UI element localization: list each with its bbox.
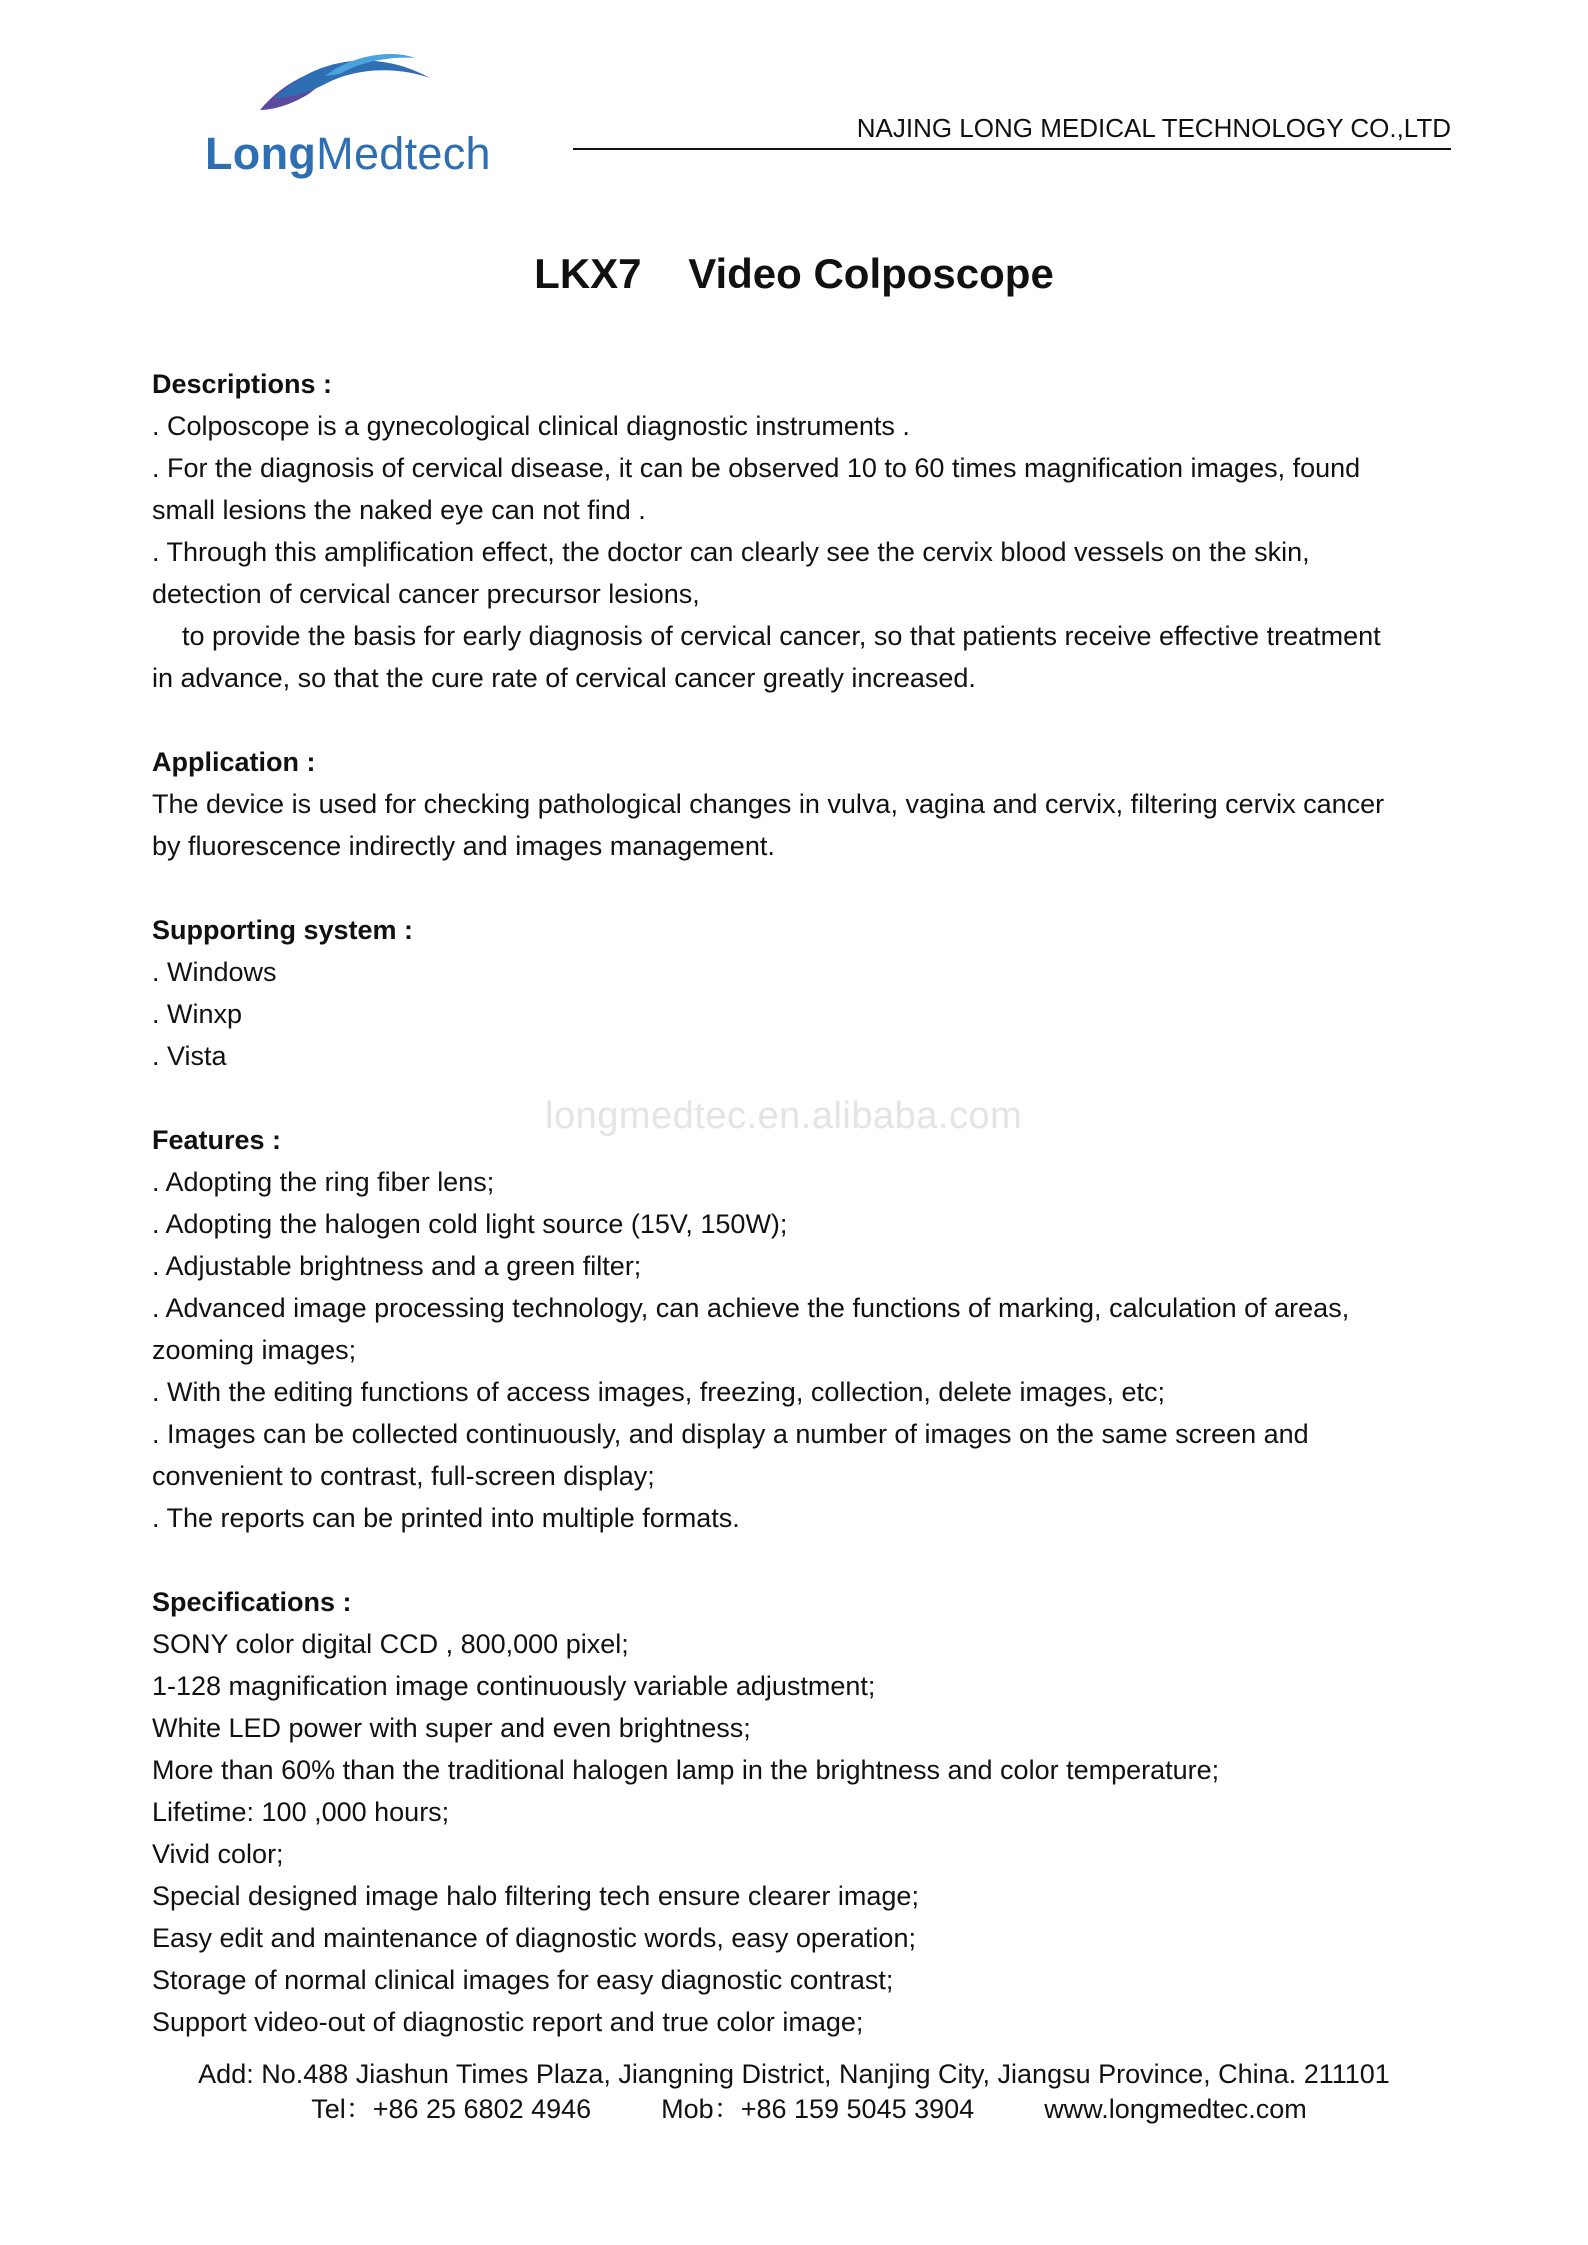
list-item: . Winxp (152, 999, 243, 1029)
document-body (152, 363, 1452, 2085)
text-line: small lesions the naked eye can not find . (152, 495, 646, 525)
list-item: . The reports can be printed into multiple formats. (152, 1503, 740, 1533)
page-title: LKX7 Video Colposcope (534, 250, 1054, 297)
list-item: . Adopting the halogen cold light source (15V, 150W); (152, 1209, 788, 1239)
section-heading: Supporting system : (152, 915, 414, 945)
header-divider (573, 148, 1451, 150)
list-item: 1-128 magnification image continuously variable adjustment; (152, 1671, 876, 1701)
list-item: . With the editing functions of access images, freezing, collection, delete images, etc; (152, 1377, 1166, 1407)
text-line: . For the diagnosis of cervical disease, it can be observed 10 to 60 times magnification images, found (152, 453, 1361, 483)
section-features (152, 1119, 1452, 1539)
list-item: Support video-out of diagnostic report and true color image; (152, 2007, 864, 2037)
section-heading: Features : (152, 1125, 282, 1155)
footer-address: Add: No.488 Jiashun Times Plaza, Jiangning District, Nanjing City, Jiangsu Province, China. 211101 (198, 2059, 1390, 2089)
watermark: longmedtec.en.alibaba.com (545, 1095, 1023, 1137)
footer-mob: Mob：+86 159 5045 3904 (661, 2094, 975, 2124)
text-line: . Colposcope is a gynecological clinical diagnostic instruments . (152, 411, 910, 441)
footer-contacts (0, 2092, 1588, 2127)
list-item: Special designed image halo filtering tech ensure clearer image; (152, 1881, 919, 1911)
logo-wordmark-regular: Medtech (316, 128, 491, 179)
list-item: . Windows (152, 957, 277, 987)
text-line: by fluorescence indirectly and images management. (152, 831, 775, 861)
footer-website: www.longmedtec.com (1044, 2094, 1307, 2124)
list-item: . Adjustable brightness and a green filter; (152, 1251, 642, 1281)
list-item: . Vista (152, 1041, 227, 1071)
footer-tel: Tel：+86 25 6802 4946 (311, 2094, 592, 2124)
list-item: . Advanced image processing technology, can achieve the functions of marking, calculation of areas, (152, 1293, 1350, 1323)
text-line: to provide the basis for early diagnosis of cervical cancer, so that patients receive effective treatment (182, 621, 1381, 651)
list-item: . Images can be collected continuously, and display a number of images on the same screen and (152, 1419, 1309, 1449)
section-heading: Specifications : (152, 1587, 352, 1617)
list-item: Easy edit and maintenance of diagnostic words, easy operation; (152, 1923, 916, 1953)
company-logo (200, 48, 500, 188)
list-item: . Adopting the ring fiber lens; (152, 1167, 495, 1197)
section-descriptions (152, 363, 1452, 699)
list-item: More than 60% than the traditional halogen lamp in the brightness and color temperature; (152, 1755, 1220, 1785)
logo-wordmark (205, 128, 491, 180)
text-line: in advance, so that the cure rate of cervical cancer greatly increased. (152, 663, 976, 693)
bird-wave-icon (255, 48, 435, 118)
list-item: White LED power with super and even brightness; (152, 1713, 751, 1743)
text-line: The device is used for checking pathological changes in vulva, vagina and cervix, filtering cervix cancer (152, 789, 1385, 819)
text-line: detection of cervical cancer precursor lesions, (152, 579, 700, 609)
list-item: SONY color digital CCD , 800,000 pixel; (152, 1629, 629, 1659)
list-item: Lifetime: 100 ,000 hours; (152, 1797, 450, 1827)
list-item: convenient to contrast, full-screen display; (152, 1461, 655, 1491)
section-specifications (152, 1581, 1452, 2043)
list-item: Storage of normal clinical images for easy diagnostic contrast; (152, 1965, 894, 1995)
section-supporting-system (152, 909, 1452, 1077)
section-application (152, 741, 1452, 867)
list-item: zooming images; (152, 1335, 357, 1365)
company-name: NAJING LONG MEDICAL TECHNOLOGY CO.,LTD (856, 113, 1451, 143)
page-footer (0, 2057, 1588, 2127)
section-heading: Descriptions : (152, 369, 333, 399)
list-item: Vivid color; (152, 1839, 284, 1869)
logo-wordmark-bold: Long (205, 128, 317, 179)
section-heading: Application : (152, 747, 316, 777)
text-line: . Through this amplification effect, the doctor can clearly see the cervix blood vessels on the skin, (152, 537, 1310, 567)
